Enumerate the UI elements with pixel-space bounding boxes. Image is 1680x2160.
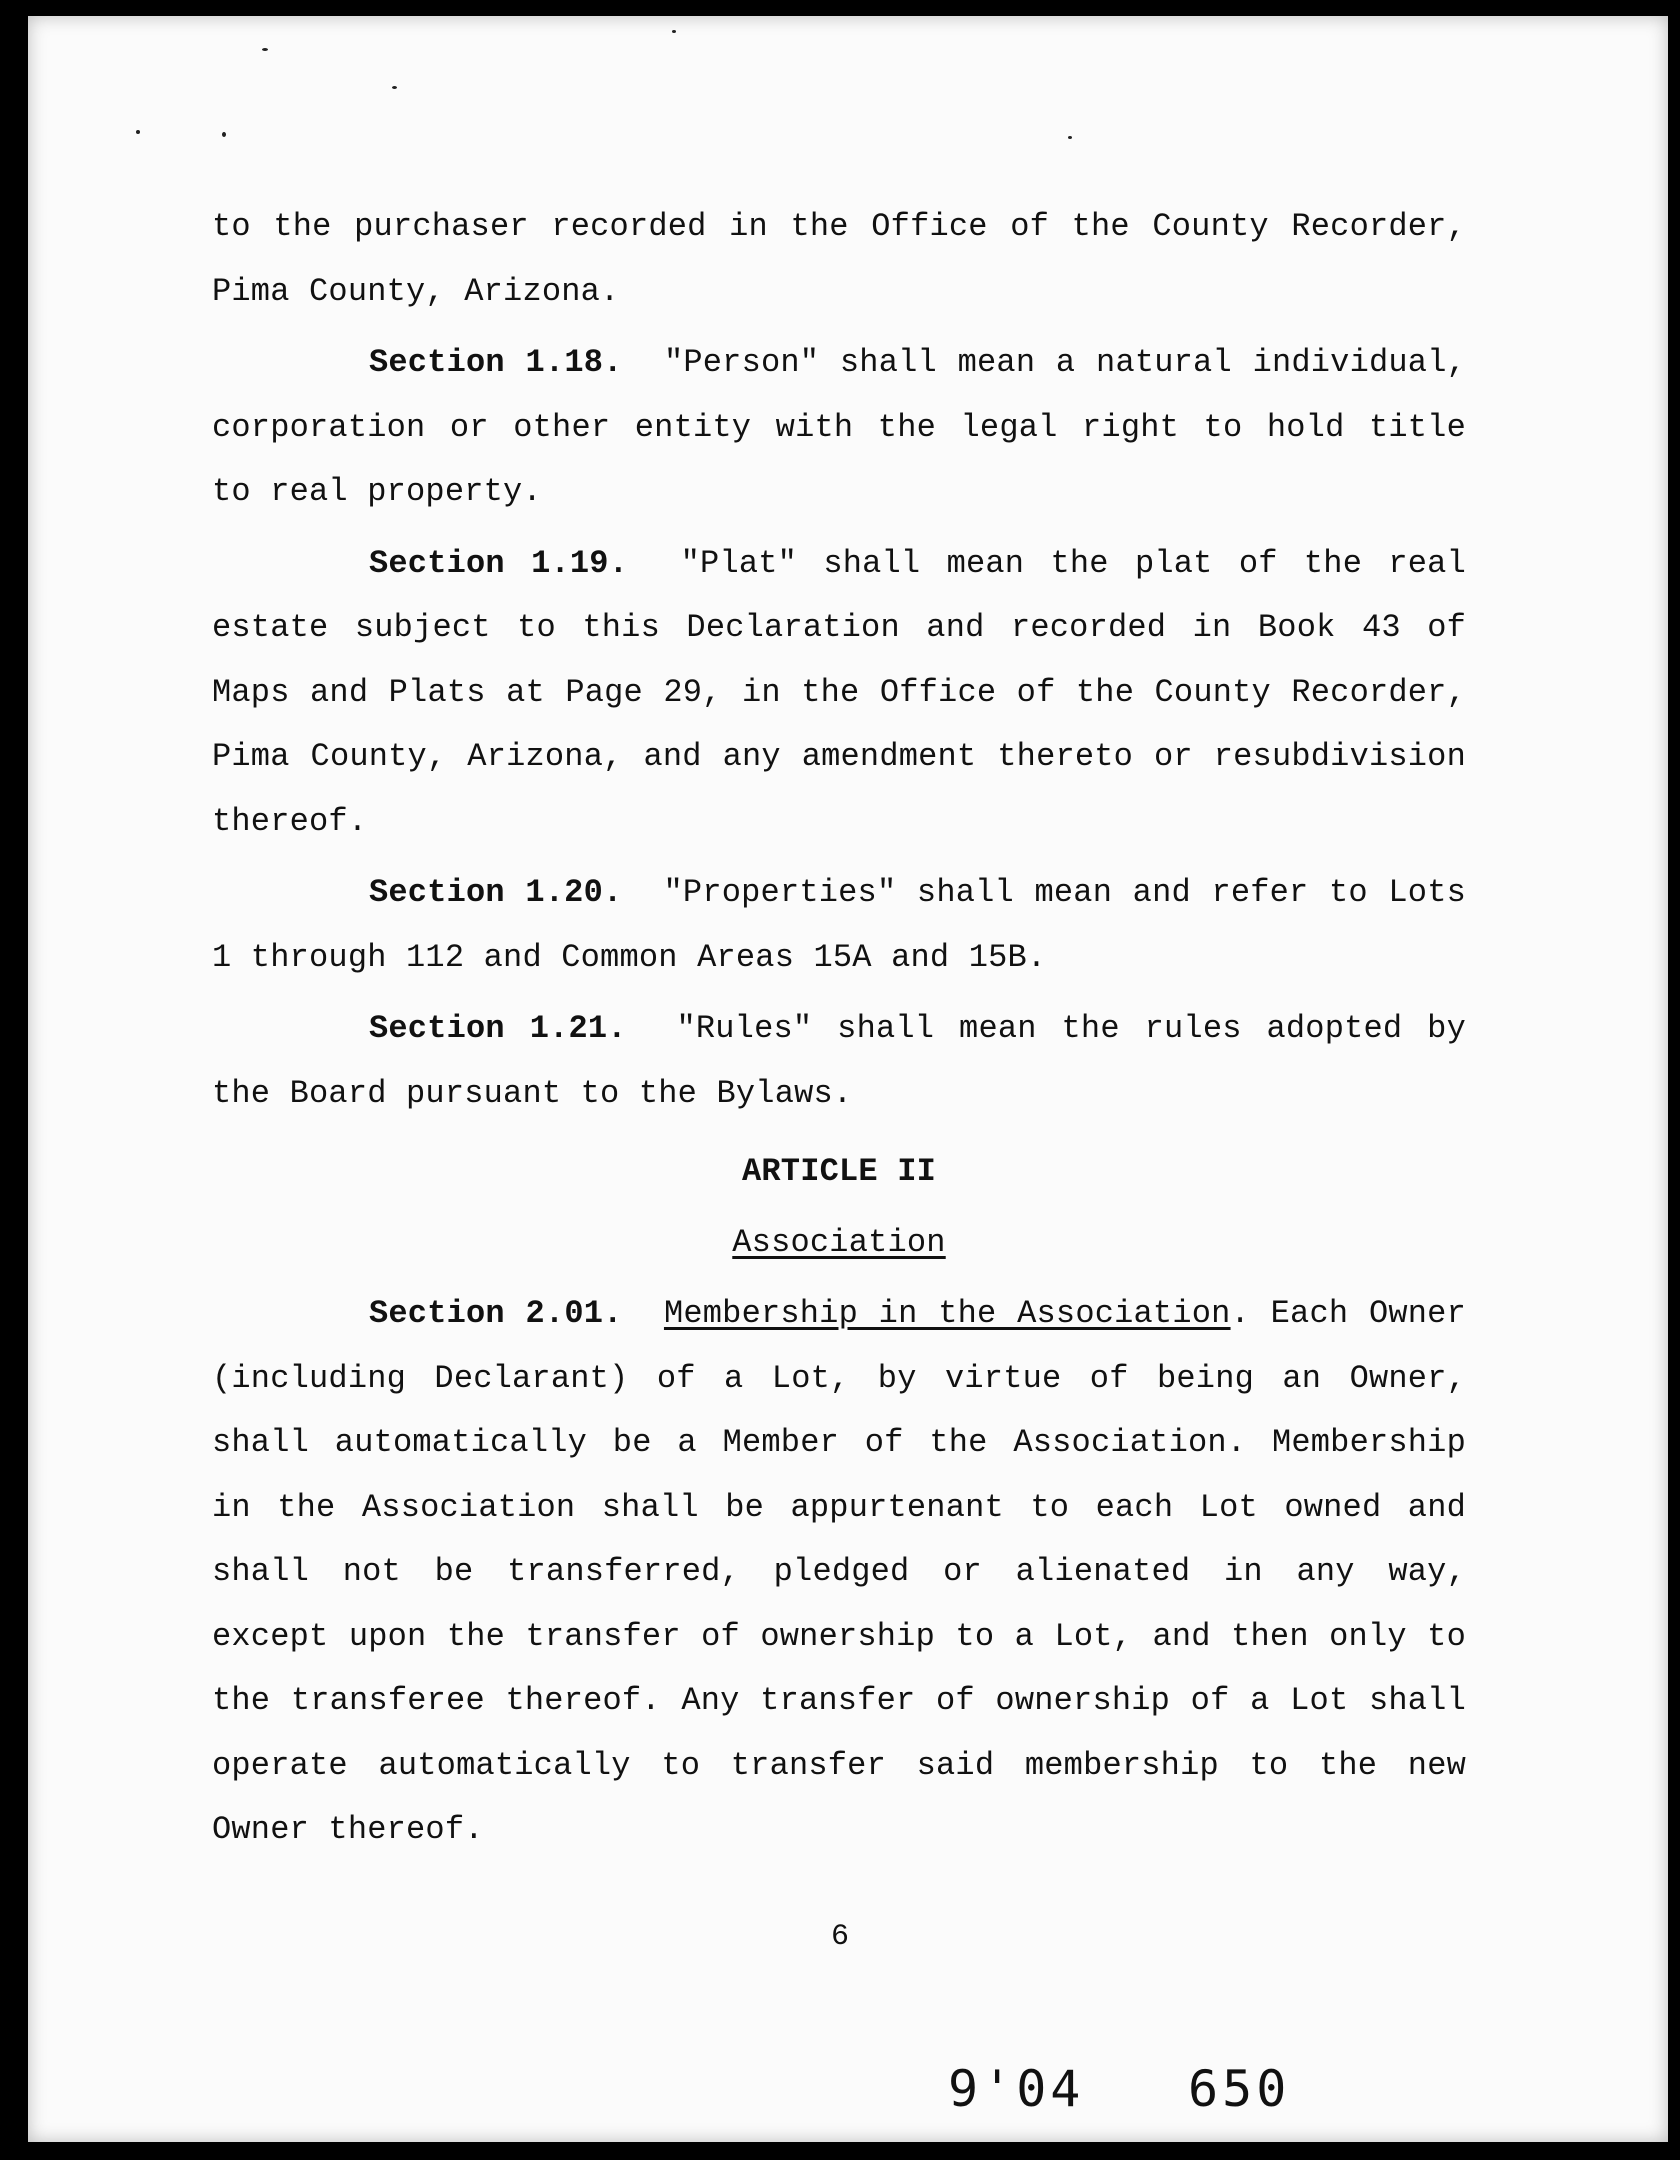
section-label: Section 1.18. xyxy=(369,344,623,381)
section-text: "Rules" shall mean the rules adopted by the Board pursuant to the Bylaws. xyxy=(212,1010,1466,1112)
page-number: 6 xyxy=(830,1920,849,1954)
scan-speck xyxy=(136,130,140,134)
section-label: Section 1.19. xyxy=(369,544,629,582)
section-1-20 xyxy=(212,861,1466,990)
section-1-18 xyxy=(212,331,1466,525)
scan-speck xyxy=(222,132,226,137)
article-number: ARTICLE II xyxy=(741,1153,937,1190)
section-text: . Each Owner (including Declarant) of a Lot, by virtue of being an Owner, shall automatically be a Member of the Association. Membership in the Association shall be appurtenant to each Lot owned and shall not be transferred, pledged or alienated in any way, except upon the transfer of ownership to a Lot, and then only to the transferee thereof. Any transfer of ownership of a Lot shall operate automatically to transfer said membership to the new Owner thereof. xyxy=(212,1295,1466,1848)
section-label: Section 2.01. xyxy=(369,1295,623,1332)
section-text: "Properties" shall mean and refer to Lots 1 through 112 and Common Areas 15A and 15B. xyxy=(212,874,1466,976)
section-text: "Person" shall mean a natural individual, corporation or other entity with the legal right to hold title to real property. xyxy=(212,344,1467,510)
scan-speck xyxy=(1068,136,1072,139)
scan-speck xyxy=(392,86,397,89)
section-text: "Plat" shall mean the plat of the real estate subject to this Declaration and recorded in Book 43 of Maps and Plats at Page 29, in the Office of the County Recorder, Pima County, Arizona, and any amendment thereto or resubdivision thereof. xyxy=(212,544,1466,840)
continuation-paragraph: to the purchaser recorded in the Office of the County Recorder, Pima County, Arizona. xyxy=(212,208,1466,310)
section-label: Section 1.20. xyxy=(369,874,623,911)
article-title xyxy=(212,1211,1466,1275)
recording-stamp-book: 9'04 xyxy=(948,2060,1085,2118)
section-label: Section 1.21. xyxy=(369,1010,627,1047)
section-1-21 xyxy=(212,997,1466,1126)
document-body xyxy=(212,195,1466,1870)
section-heading: Membership in the Association xyxy=(663,1295,1231,1332)
section-2-01 xyxy=(212,1282,1466,1863)
article-title-text: Association xyxy=(732,1224,946,1261)
scan-speck xyxy=(672,30,676,33)
section-1-19 xyxy=(212,532,1466,855)
recording-stamp-page: 650 xyxy=(1188,2060,1291,2118)
scan-speck xyxy=(262,48,268,51)
